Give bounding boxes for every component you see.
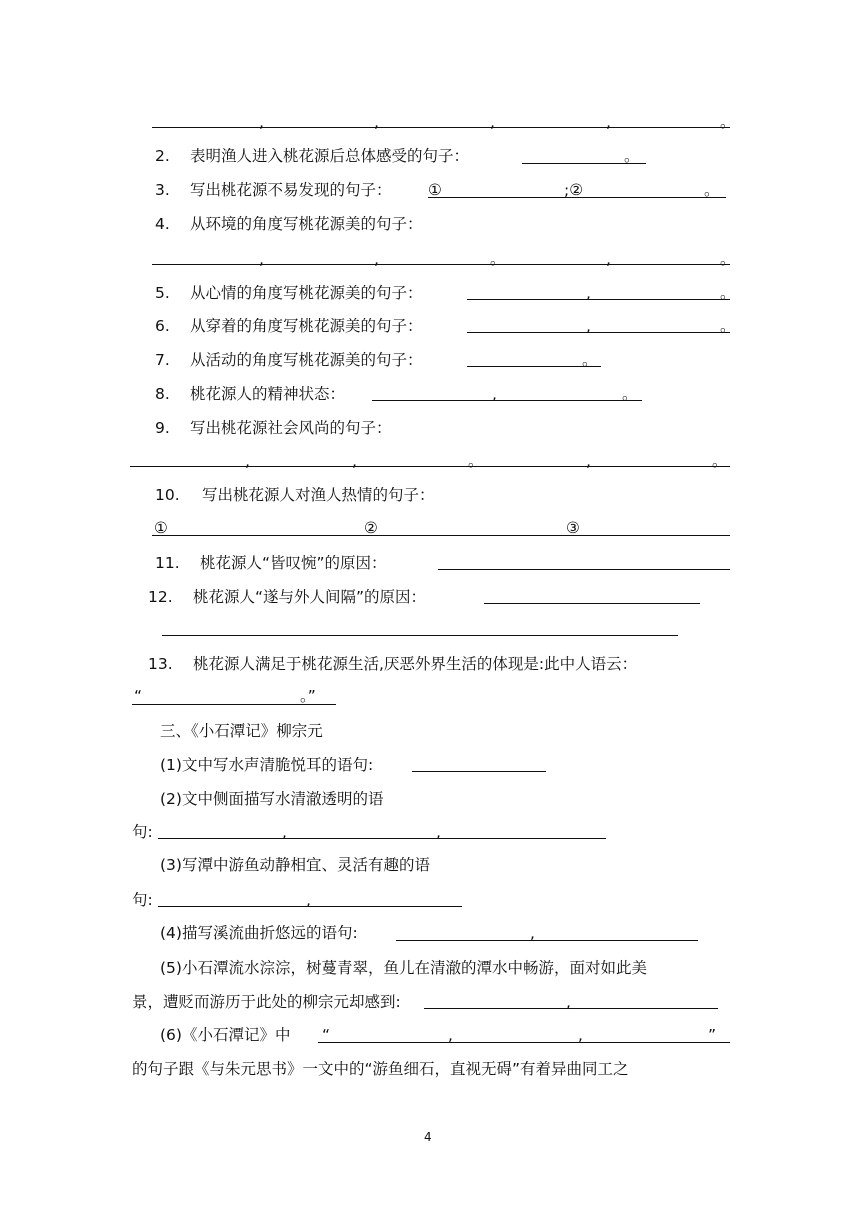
s2-cont: 句: — [132, 823, 153, 841]
q8-mid: , — [492, 385, 497, 403]
q10-mark: ③ — [566, 519, 580, 537]
sep: , — [259, 250, 264, 268]
q5-end: 。 — [720, 284, 736, 302]
q13-open-quote: “ — [134, 687, 143, 705]
s5-blank[interactable] — [424, 1008, 718, 1009]
q4-text: 从环境的角度写桃花源美的句子： — [190, 215, 423, 233]
q7-text: 从活动的角度写桃花源美的句子： — [190, 351, 423, 369]
q12-label: 12. — [148, 588, 173, 606]
sep: , — [578, 1026, 583, 1044]
q11-label: 11. — [155, 554, 180, 572]
q9-text: 写出桃花源社会风尚的句子： — [190, 419, 392, 437]
q8-label: 8. — [155, 385, 170, 403]
q3-text: 写出桃花源不易发现的句子： — [190, 181, 392, 199]
q6-mid: , — [586, 317, 591, 335]
q2-text: 表明渔人进入桃花源后总体感受的句子： — [190, 147, 470, 165]
s6-prefix: (6)《小石潭记》中 — [160, 1026, 291, 1044]
q3-label: 3. — [155, 181, 170, 199]
s2-text: (2)文中侧面描写水清澈透明的语 — [160, 790, 384, 808]
q3-mid: ;② — [564, 181, 584, 199]
s1-text: (1)文中写水声清脆悦耳的语句: — [160, 756, 374, 774]
sep: , — [259, 113, 264, 131]
q13-label: 13. — [148, 655, 173, 673]
q11-text: 桃花源人“皆叹惋”的原因： — [200, 554, 387, 572]
sep: , — [448, 1026, 453, 1044]
sep: , — [306, 891, 311, 909]
q13-close: 。” — [300, 687, 316, 705]
q6-text: 从穿着的角度写桃花源美的句子： — [190, 317, 423, 335]
s6-line2: 的句子跟《与朱元思书》一文中的“游鱼细石，直视无碍”有着异曲同工之 — [132, 1060, 629, 1078]
sep: , — [436, 823, 441, 841]
sep: , — [245, 452, 250, 470]
q3-mark1: ① — [428, 181, 442, 199]
q4-blank[interactable] — [152, 264, 730, 265]
s6-close-quote: ” — [708, 1026, 717, 1044]
s5-line2: 景，遭贬而游历于此处的柳宗元却感到: — [132, 993, 401, 1011]
blank[interactable] — [152, 127, 730, 128]
s3-cont: 句: — [132, 891, 153, 909]
sep: 。 — [720, 250, 736, 268]
sep: , — [282, 823, 287, 841]
q9-blank[interactable] — [130, 466, 730, 467]
sep: , — [374, 250, 379, 268]
sep: , — [530, 924, 535, 942]
q10-label: 10. — [155, 486, 180, 504]
page-number: 4 — [424, 1130, 432, 1144]
q11-blank[interactable] — [438, 569, 730, 570]
q13-text: 桃花源人满足于桃花源生活,厌恶外界生活的体现是:此中人语云： — [193, 655, 638, 673]
q6-label: 6. — [155, 317, 170, 335]
sep: 。 — [712, 452, 728, 470]
q8-text: 桃花源人的精神状态： — [190, 385, 346, 403]
q12-blank-line2[interactable] — [162, 635, 678, 636]
section3-title: 三、《小石潭记》柳宗元 — [160, 722, 323, 740]
q5-mid: , — [586, 284, 591, 302]
s2-blank[interactable] — [158, 838, 606, 839]
q12-blank[interactable] — [484, 603, 700, 604]
q10-mark: ① — [154, 519, 168, 537]
sep: 。 — [720, 113, 736, 131]
q8-blank[interactable] — [372, 400, 642, 401]
q5-text: 从心情的角度写桃花源美的句子： — [190, 284, 423, 302]
q9-label: 9. — [155, 419, 170, 437]
q7-blank[interactable] — [467, 366, 601, 367]
s1-blank[interactable] — [412, 771, 546, 772]
s3-text: (3)写潭中游鱼动静相宜、灵活有趣的语 — [160, 856, 430, 874]
q2-label: 2. — [155, 147, 170, 165]
q6-blank[interactable] — [467, 332, 730, 333]
sep: , — [606, 250, 611, 268]
q8-end: 。 — [622, 385, 638, 403]
s5-line1: (5)小石潭流水淙淙，树蔓青翠，鱼儿在清澈的潭水中畅游，面对如此美 — [160, 959, 647, 977]
s6-blank[interactable] — [318, 1042, 730, 1043]
sep: , — [374, 113, 379, 131]
s4-text: (4)描写溪流曲折悠远的语句: — [160, 924, 358, 942]
s6-open-quote: “ — [322, 1026, 331, 1044]
sep: , — [490, 113, 495, 131]
q2-end: 。 — [624, 147, 640, 165]
sep: , — [586, 452, 591, 470]
q7-label: 7. — [155, 351, 170, 369]
sep: 。 — [490, 250, 506, 268]
q12-text: 桃花源人“遂与外人间隔”的原因： — [193, 588, 427, 606]
q10-text: 写出桃花源人对渔人热情的句子： — [202, 486, 435, 504]
s4-blank[interactable] — [396, 940, 698, 941]
sep: 。 — [468, 452, 484, 470]
q10-mark: ② — [364, 519, 378, 537]
q3-end: 。 — [704, 181, 720, 199]
q5-label: 5. — [155, 284, 170, 302]
sep: , — [352, 452, 357, 470]
q10-blank[interactable] — [152, 535, 730, 536]
q5-blank[interactable] — [467, 299, 730, 300]
q7-end: 。 — [582, 351, 598, 369]
q4-label: 4. — [155, 215, 170, 233]
q6-end: 。 — [720, 317, 736, 335]
sep: , — [606, 113, 611, 131]
sep: , — [566, 993, 571, 1011]
